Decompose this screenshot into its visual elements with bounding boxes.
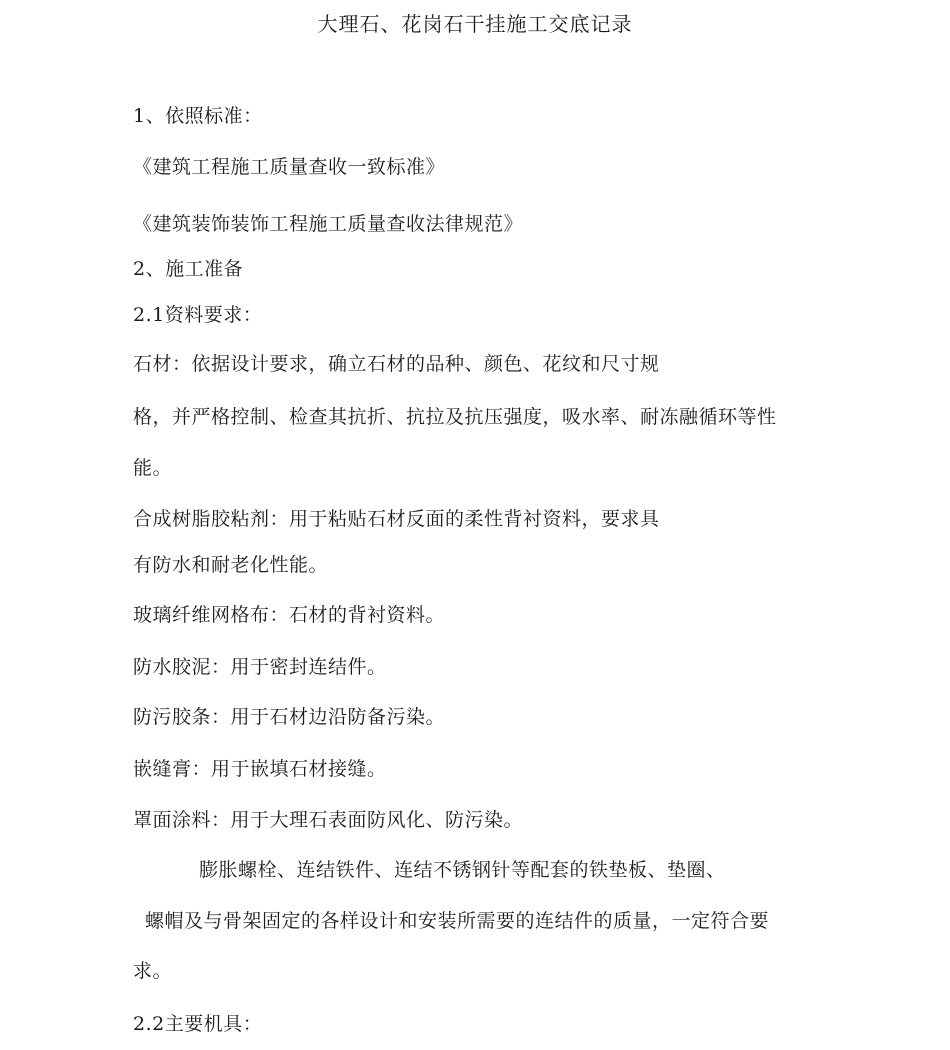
paragraph-anchors-line-2: 螺帽及与骨架固定的各样设计和安装所需要的连结件的质量，一定符合要 — [145, 910, 770, 932]
paragraph-anchors-line-3: 求。 — [133, 960, 173, 982]
standard-item-1: 《建筑工程施工质量查收一致标准》 — [133, 156, 446, 178]
paragraph-coating: 罩面涂料：用于大理石表面防风化、防污染。 — [133, 809, 524, 831]
paragraph-stone-line-2: 格，并严格控制、检查其抗折、抗拉及抗压强度，吸水率、耐冻融循环等性 — [133, 406, 777, 428]
section-heading-basis: 1、依照标准： — [133, 105, 263, 127]
paragraph-anchors-line-1: 膨胀螺栓、连结铁件、连结不锈钢针等配套的铁垫板、垫圈、 — [199, 859, 726, 881]
subsection-heading-tools: 2.2主要机具： — [133, 1013, 263, 1035]
section-heading-preparation: 2、施工准备 — [133, 258, 244, 280]
paragraph-stone-line-1: 石材：依据设计要求，确立石材的品种、颜色、花纹和尺寸规 — [133, 353, 660, 375]
paragraph-antifouling-strip: 防污胶条：用于石材边沿防备污染。 — [133, 706, 446, 728]
subsection-heading-materials: 2.1资料要求： — [133, 304, 263, 326]
paragraph-fiberglass-mesh: 玻璃纤维网格布：石材的背衬资料。 — [133, 604, 446, 626]
paragraph-caulk: 嵌缝膏：用于嵌填石材接缝。 — [133, 758, 387, 780]
paragraph-stone-line-3: 能。 — [133, 457, 173, 479]
paragraph-adhesive-line-1: 合成树脂胶粘剂：用于粘贴石材反面的柔性背衬资料，要求具 — [133, 508, 660, 530]
standard-item-2: 《建筑装饰装饰工程施工质量查收法律规范》 — [133, 213, 524, 235]
paragraph-adhesive-line-2: 有防水和耐老化性能。 — [133, 554, 329, 576]
paragraph-waterproof-putty: 防水胶泥：用于密封连结件。 — [133, 656, 387, 678]
document-title: 大理石、花岗石干挂施工交底记录 — [317, 12, 633, 36]
